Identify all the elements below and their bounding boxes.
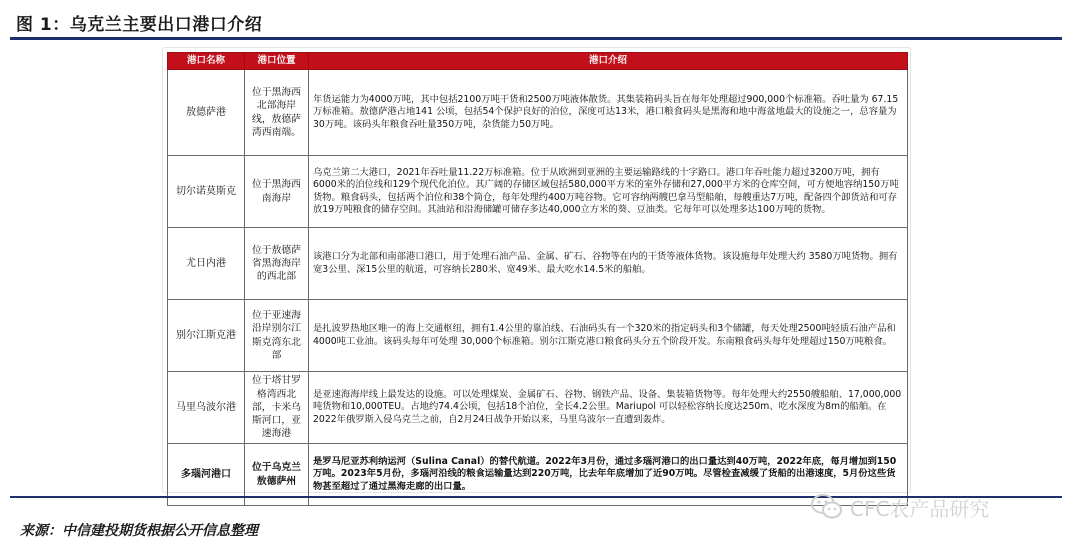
port-intro: 乌克兰第二大港口，2021年吞吐量11.22万标准箱。位于从欧洲到亚洲的主要运输路线的十字路口。港口年吞吐能力超过3200万吨，拥有6000米的泊位线和129个现代化泊位。其广阔的存储区域包括580,000平方米的室外存储和27,000平方米的仓库空间，可方便地容纳150万吨货物。粮食码头，包括两个泊位和38个筒仓，每年处理约400万吨谷物。它可容纳两艘巴拿马型船舶，每艘重达7万吨，配备四个卸货站和可存放19万吨粮食的储存空间。其油站和沿海储罐可储存多达40,000立方米的葵、豆油类。它每年可以处理多达100万吨的货物。 (309, 156, 908, 228)
port-intro: 该港口分为北部和南部港口港口，用于处理石油产品、金属、矿石、谷物等在内的干货等液体货物。该设施每年处理大约 3580万吨货物。拥有宽3公里、深15公里的航道，可容纳长280米、宽49米、最大吃水14.5米的船舶。 (309, 228, 908, 300)
wechat-icon (810, 493, 844, 521)
table-row (168, 70, 908, 156)
table-row (168, 228, 908, 300)
header-port-intro: 港口介绍 (309, 53, 908, 70)
port-name: 马里乌波尔港 (168, 372, 245, 444)
figure-title: 图 1：乌克兰主要出口港口介绍 (16, 15, 263, 35)
title-divider (10, 37, 1062, 40)
port-location: 位于黑海西南海岸 (245, 156, 309, 228)
port-location: 位于塔甘罗格湾西北部，卡米乌斯河口，亚速海港 (245, 372, 309, 444)
header-port-location: 港口位置 (245, 53, 309, 70)
port-location: 位于亚速海沿岸别尔江斯克湾东北部 (245, 300, 309, 372)
port-intro: 是罗马尼亚苏利纳运河（Sulina Canal）的替代航道。2022年3月份，通过多瑙河港口的出口量达到40万吨，2022年底，每月增加到150万吨。2023年5月份，多瑙河沿线的粮食运输量达到220万吨，比去年年底增加了近90万吨。尽管检查减缓了货船的出港速度，5月份这些货物甚至超过了通过黑海走廊的出口量。 (309, 444, 908, 506)
port-intro: 年货运能力为4000万吨，其中包括2100万吨干货和2500万吨液体散货。其集装箱码头旨在每年处理超过900,000个标准箱。吞吐量为 67.15 万标准箱。敖德萨港占地141 公顷，包括54个保护良好的泊位，深度可达13米，港口粮食码头是黑海和地中海盆地最大的设施之一，总容量为30万吨。该码头年粮食吞吐量350万吨，杂货能力50万吨。 (309, 70, 908, 156)
port-location: 位于黑海西北部海岸线，敖德萨湾西南端。 (245, 70, 309, 156)
port-intro: 是扎波罗热地区唯一的海上交通枢纽，拥有1.4公里的靠泊线、石油码头有一个320米的指定码头和3个储罐，每天处理2500吨轻质石油产品和4000吨工业油。该码头每年可处理 30,000个标准箱。别尔江斯克港口粮食码头分五个阶段开发。东南粮食码头每年处理超过150万吨粮食。 (309, 300, 908, 372)
port-name: 尤日内港 (168, 228, 245, 300)
port-location: 位于敖德萨省黑海海岸的西北部 (245, 228, 309, 300)
table-row (168, 300, 908, 372)
port-name: 切尔诺莫斯克 (168, 156, 245, 228)
port-location: 位于乌克兰敖德萨州 (245, 444, 309, 506)
table-header-row (168, 53, 908, 70)
watermark (810, 490, 989, 524)
port-name: 敖德萨港 (168, 70, 245, 156)
table-row (168, 156, 908, 228)
header-port-name: 港口名称 (168, 53, 245, 70)
port-name: 多瑙河港口 (168, 444, 245, 506)
ports-table (167, 52, 908, 506)
watermark-text: CFC农产品研究 (850, 496, 990, 521)
port-name: 别尔江斯克港 (168, 300, 245, 372)
table-row (168, 372, 908, 444)
port-intro: 是亚速海海岸线上最发达的设施。可以处理煤炭、金属矿石、谷物、钢铁产品、设备、集装箱货物等。每年处理大约2550艘船舶、17,000,000吨货物和10,000TEU。占地约74.4公顷，包括18个泊位，全长4.2公里。Mariupol 可以轻松容纳长度达250m、吃水深度为8m的船舶。在2022年俄罗斯入侵乌克兰之前，自2月24日战争开始以来，马里乌波尔一直遭到轰炸。 (309, 372, 908, 444)
source-note: 来源：中信建投期货根据公开信息整理 (20, 523, 258, 539)
